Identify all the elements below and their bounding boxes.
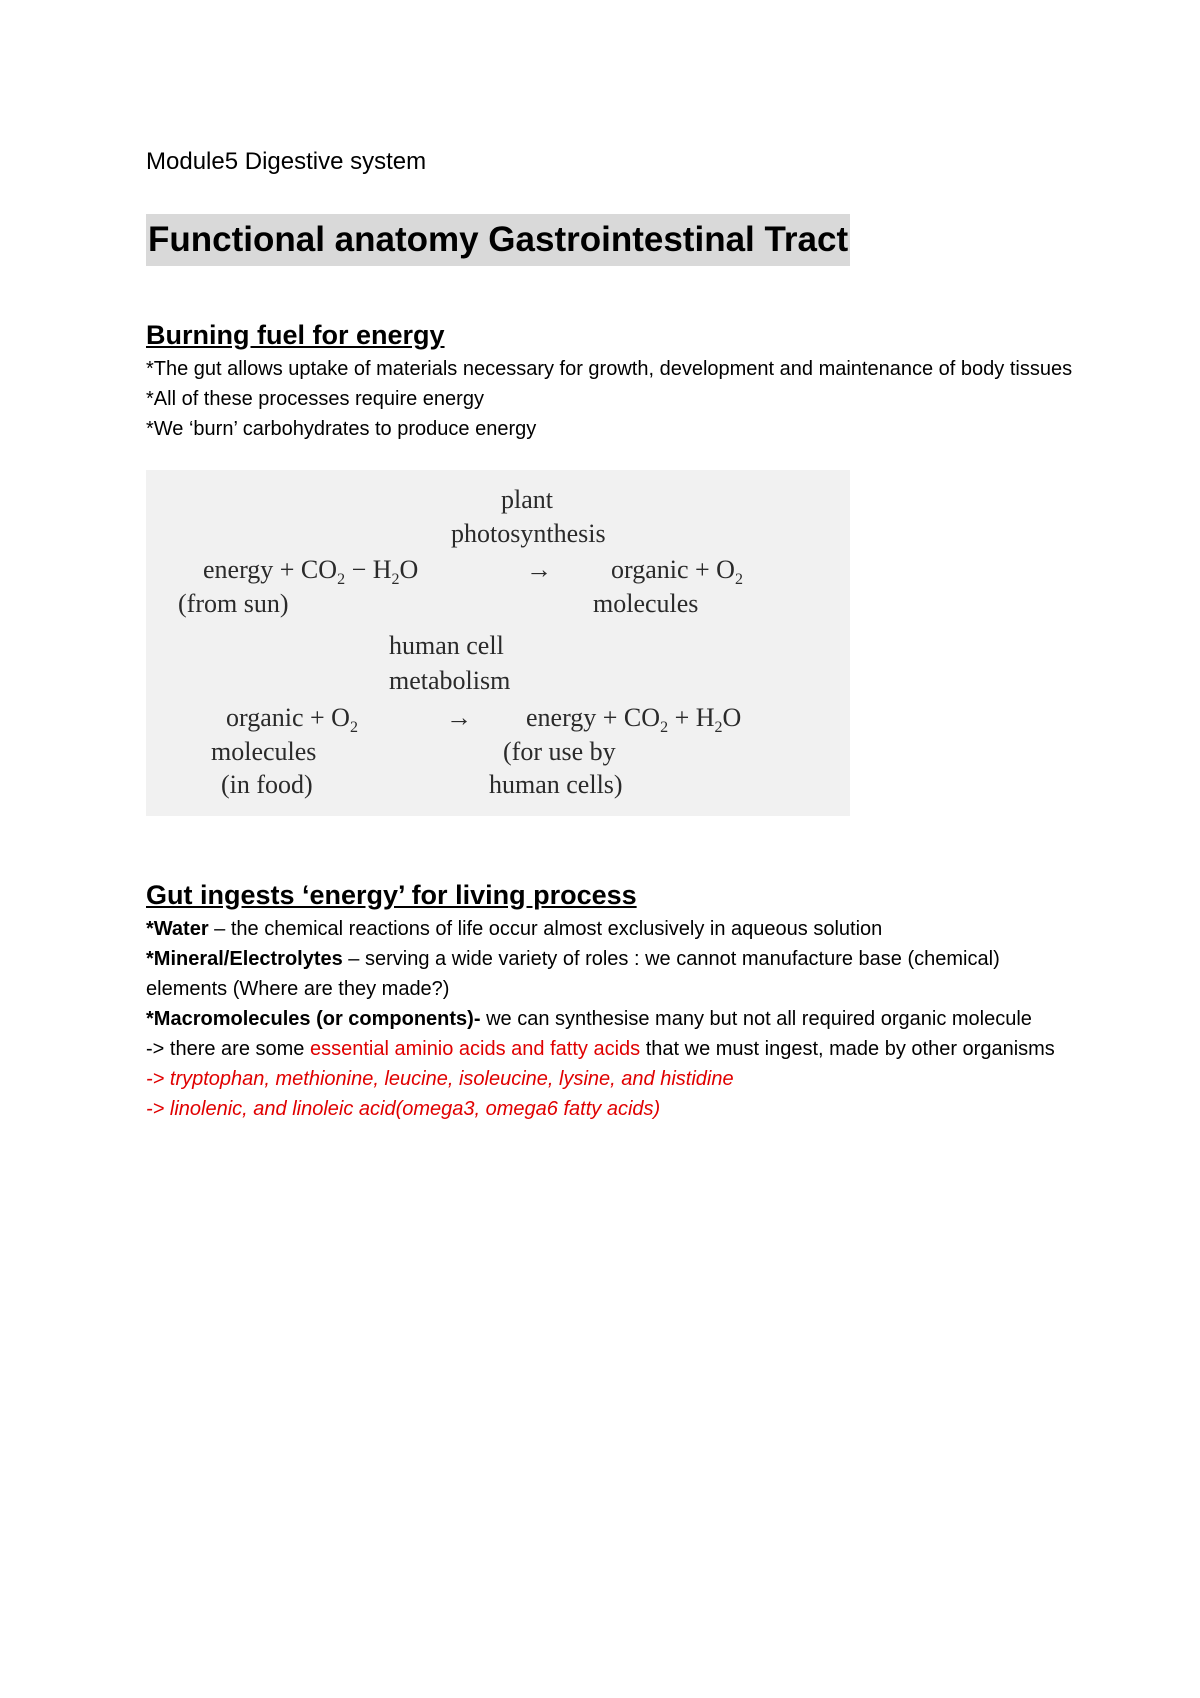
bullet-line: *All of these processes require energy [146, 388, 484, 410]
macromolecules-label: *Macromolecules (or components)- [146, 1008, 481, 1030]
mineral-label: *Mineral/Electrolytes [146, 948, 343, 970]
equation-note: (in food) [221, 770, 313, 799]
subscript: 2 [734, 571, 743, 588]
equation-part: energy + CO [526, 703, 661, 732]
water-label: *Water [146, 918, 209, 940]
subscript: 2 [391, 571, 400, 588]
figure-label: photosynthesis [451, 519, 606, 548]
amino-acid-list: -> tryptophan, methionine, leucine, isoleucine, lysine, and histidine [146, 1068, 734, 1090]
equation-diagram [146, 470, 850, 816]
figure-label: metabolism [389, 666, 511, 695]
subscript: 2 [714, 719, 723, 736]
equation-note: human cells) [489, 770, 623, 799]
mineral-line [146, 944, 1076, 1004]
mineral-text: – serving a wide variety of roles : we cannot manufacture base (chemical) elements (Where are they made?) [146, 948, 1000, 1000]
equation-part: energy + CO [203, 555, 338, 584]
essential-prefix: -> there are some [146, 1038, 310, 1060]
page-title: Functional anatomy Gastrointestinal Tract [146, 214, 850, 266]
equation-part: O [399, 555, 419, 584]
essential-suffix: that we must ingest, made by other organisms [640, 1038, 1055, 1060]
photosynthesis-metabolism-figure [146, 470, 850, 816]
equation-part: O [722, 703, 742, 732]
equation-text [526, 703, 741, 736]
section-burning-fuel-body [146, 354, 1076, 444]
fatty-acid-list: -> linolenic, and linoleic acid(omega3, omega6 fatty acids) [146, 1098, 661, 1120]
arrow-icon: → [526, 555, 552, 584]
equation-text [611, 555, 743, 588]
figure-label: human cell [389, 631, 504, 660]
module-heading: Module5 Digestive system [146, 148, 427, 175]
equation-text [226, 703, 358, 736]
equation-note: molecules [593, 589, 699, 618]
water-text: – the chemical reactions of life occur almost exclusively in aqueous solution [208, 918, 883, 940]
section-heading-burning-fuel: Burning fuel for energy [146, 320, 445, 350]
equation-part: organic + O [611, 555, 735, 584]
subscript: 2 [337, 571, 346, 588]
equation-part: + H [668, 703, 715, 732]
bullet-line: *The gut allows uptake of materials necessary for growth, development and maintenance of body tissues [146, 358, 1073, 380]
subscript: 2 [349, 719, 358, 736]
section-heading-gut-ingests: Gut ingests ‘energy’ for living process [146, 880, 637, 910]
equation-text [203, 555, 418, 588]
equation-note: (from sun) [178, 589, 289, 618]
subscript: 2 [660, 719, 669, 736]
essential-highlight: essential aminio acids and fatty acids [309, 1038, 641, 1060]
equation-part: organic + O [226, 703, 350, 732]
figure-label: plant [501, 485, 553, 514]
equation-part: − H [345, 555, 392, 584]
bullet-line: *We ‘burn’ carbohydrates to produce energy [146, 418, 537, 440]
essential-line [146, 1034, 1076, 1064]
section-gut-ingests-body [146, 914, 1076, 1124]
macromolecules-line [146, 1004, 1076, 1034]
water-line [146, 914, 1076, 944]
equation-note: molecules [211, 737, 317, 766]
macromolecules-text: we can synthesise many but not all required organic molecule [480, 1008, 1032, 1030]
equation-note: (for use by [503, 737, 616, 766]
arrow-icon: → [446, 703, 472, 732]
